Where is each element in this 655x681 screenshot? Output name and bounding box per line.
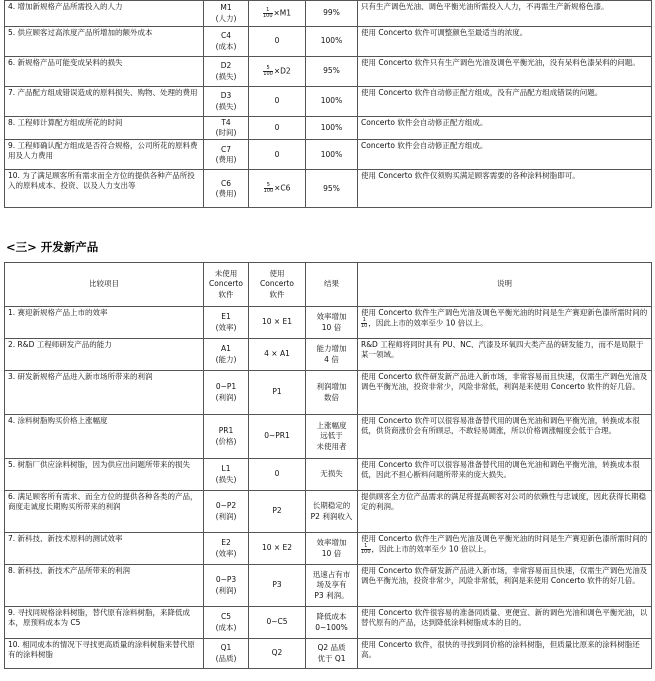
before-note: (利润) xyxy=(215,511,237,521)
section-title: <三> 开发新产品 xyxy=(6,240,99,254)
formula-value: 0 xyxy=(274,149,280,159)
row-result: Q2 品质 优于 Q1 xyxy=(306,639,358,669)
row-item: 3. 研发新规格产品进入新市场所带来的利润 xyxy=(5,371,204,415)
table-row xyxy=(5,459,652,491)
fraction xyxy=(263,8,273,19)
code-note: (费用) xyxy=(215,188,237,198)
row-percent: 95% xyxy=(306,57,358,87)
before-note: (利润) xyxy=(215,585,237,595)
before-note: (价格) xyxy=(215,436,237,446)
table-row xyxy=(5,415,652,459)
row-after: P3 xyxy=(249,565,306,607)
row-formula xyxy=(249,140,306,170)
row-item: 4. 涂料树脂购买价格上涨幅度 xyxy=(5,415,204,459)
row-result: 效率增加 10 倍 xyxy=(306,307,358,339)
table-row xyxy=(5,87,652,117)
row-percent: 100% xyxy=(306,140,358,170)
code-value: C6 xyxy=(220,178,231,188)
before-note: (品质) xyxy=(215,653,237,663)
fraction-denominator: 100 xyxy=(263,188,274,195)
row-before xyxy=(204,639,249,669)
row-item: 4. 增加新规格产品所需投入的人力 xyxy=(5,1,204,27)
before-note: (能力) xyxy=(215,354,237,364)
fraction-denominator: 100 xyxy=(263,71,273,77)
fraction-numerator: 1 xyxy=(361,544,371,550)
description-tail: ，因此上市的效率至少 10 倍以上。 xyxy=(371,544,491,554)
row-code xyxy=(204,1,249,27)
row-description: 使用 Concerto 软件自动修正配方组成，没有产品配方组成错误的问题。 xyxy=(358,87,652,117)
row-before xyxy=(204,491,249,533)
row-description xyxy=(358,565,652,607)
row-result: 长期稳定的 P2 利润收入 xyxy=(306,491,358,533)
header-result: 结果 xyxy=(306,263,358,307)
row-description xyxy=(358,607,652,639)
row-after: 0~C5 xyxy=(249,607,306,639)
row-formula xyxy=(249,87,306,117)
row-before xyxy=(204,371,249,415)
code-note: (损失) xyxy=(215,71,237,81)
row-item: 9. 工程师确认配方组成是否符合规格，公司所花的原料费用及人力费用 xyxy=(5,140,204,170)
row-percent: 99% xyxy=(306,1,358,27)
row-formula xyxy=(249,1,306,27)
description-text: R&D 工程师将同时具有 PU、NC、汽漆及环氧四大类产品的研发能力，而不是局限于某一领域。 xyxy=(361,340,644,360)
row-item: 5. 供应顾客过高浓度产品所增加的额外成本 xyxy=(5,27,204,57)
description-text: 使用 Concerto 软件可以很容易准备替代用的调色光油和调色平衡光油，转换成本很低，因此不担心断料问题所带来的庞大损失。 xyxy=(361,460,640,480)
row-item: 6. 满足顾客所有需求、而全方位的提供各种各类的产品，商度走诚度长期购买所带来的利润 xyxy=(5,491,204,533)
fraction-numerator: 5 xyxy=(263,66,273,72)
row-code xyxy=(204,117,249,140)
row-item: 6. 新规格产品可能变成呆料的损失 xyxy=(5,57,204,87)
formula-value: ×M1 xyxy=(273,8,292,18)
code-note: (成本) xyxy=(215,41,237,51)
table-row xyxy=(5,565,652,607)
table-row xyxy=(5,491,652,533)
code-value: C7 xyxy=(220,144,231,154)
row-item: 10. 相同成本的情况下寻找更高质量的涂料树脂来替代原有的涂料树脂 xyxy=(5,639,204,669)
fraction-numerator: 1 xyxy=(263,8,273,14)
row-item: 5. 树脂厂供应涂料树脂，因为供应出问题所带来的损失 xyxy=(5,459,204,491)
row-description: Concerto 软件会自动修正配方组成。 xyxy=(358,140,652,170)
before-value: C5 xyxy=(220,612,231,622)
description-text: 使用 Concerto 软件生产调色光油及调色平衡光油的时间是生产赛迎新色漆所需时间的 xyxy=(361,534,648,543)
before-note: (成本) xyxy=(215,622,237,632)
row-item: 7. 新科技、新技术原料的测试效率 xyxy=(5,533,204,565)
row-description xyxy=(358,459,652,491)
row-after: 4 × A1 xyxy=(249,339,306,371)
description-text: 使用 Concerto 软件生产调色光油及调色平衡光油的时间是生产赛迎新色漆所需时间的 xyxy=(361,308,648,317)
header-before: 未使用 Concerto 软件 xyxy=(204,263,249,307)
fraction xyxy=(263,66,273,77)
row-result: 迅速占有市 场及享有 P3 利润。 xyxy=(306,565,358,607)
before-note: (效率) xyxy=(215,548,237,558)
before-value: 0~P2 xyxy=(215,501,237,511)
row-result: 无损失 xyxy=(306,459,358,491)
row-result: 利润增加 数倍 xyxy=(306,371,358,415)
header-after: 使用 Concerto 软件 xyxy=(249,263,306,307)
fraction-denominator: 100 xyxy=(262,13,273,19)
row-description xyxy=(358,339,652,371)
row-code xyxy=(204,170,249,208)
row-item: 8. 新科技、新技术产品所带来的利润 xyxy=(5,565,204,607)
row-formula xyxy=(249,27,306,57)
code-value: T4 xyxy=(221,118,231,127)
new-product-table xyxy=(4,262,652,669)
description-text: 使用 Concerto 软件研发新产品进入新市场，非常容易而且快速，仅需生产调色光油及调色平衡光油，投资非常少，风险非常低，利润是来使用 Concerto 软件的好几倍。 xyxy=(361,372,648,392)
before-value: E2 xyxy=(221,538,231,548)
row-description: 使用 Concerto 软件只有生产调色光油及调色平衡光油，没有呆料色漆呆料的问题。 xyxy=(358,57,652,87)
row-before xyxy=(204,307,249,339)
row-description: 使用 Concerto 软件仅须购买满足顾客需要的各种涂料树脂即可。 xyxy=(358,170,652,208)
table-row xyxy=(5,1,652,27)
fraction xyxy=(361,544,371,555)
row-formula xyxy=(249,117,306,140)
row-after: 10 × E1 xyxy=(249,307,306,339)
row-before xyxy=(204,415,249,459)
row-description xyxy=(358,371,652,415)
row-item: 8. 工程师计算配方组成所花的时间 xyxy=(5,117,204,140)
fraction-numerator: 5 xyxy=(264,183,274,189)
formula-value: ×C6 xyxy=(274,183,291,193)
before-note: (效率) xyxy=(215,322,237,332)
row-percent: 95% xyxy=(306,170,358,208)
code-note: (时间) xyxy=(215,128,237,138)
row-description: 使用 Concerto 软件可调整颜色至最适当的浓度。 xyxy=(358,27,652,57)
before-note: (利润) xyxy=(215,392,237,402)
row-result: 降低成本 0~100% xyxy=(306,607,358,639)
fraction-denominator: 100 xyxy=(361,549,371,556)
before-value: Q1 xyxy=(220,643,232,653)
row-item: 10. 为了满足顾客所有需求而全方位的提供各种产品所投入的原料成本、投资、以及人力支出等 xyxy=(5,170,204,208)
row-description xyxy=(358,491,652,533)
code-note: (费用) xyxy=(215,154,237,164)
row-after: 0 xyxy=(249,459,306,491)
row-item: 2. R&D 工程师研发产品的能力 xyxy=(5,339,204,371)
formula-value: 0 xyxy=(274,123,280,133)
before-value: PR1 xyxy=(218,426,234,436)
formula-value: 0 xyxy=(274,96,280,106)
fraction-numerator: 1 xyxy=(362,317,366,324)
row-before xyxy=(204,339,249,371)
row-description xyxy=(358,533,652,565)
code-value: C4 xyxy=(220,31,231,41)
row-description xyxy=(358,415,652,459)
row-after: 10 × E2 xyxy=(249,533,306,565)
row-code xyxy=(204,140,249,170)
code-value: D2 xyxy=(220,61,232,71)
before-value: 0~P3 xyxy=(215,575,237,585)
table-row xyxy=(5,307,652,339)
row-after: 0~PR1 xyxy=(249,415,306,459)
table-row xyxy=(5,639,652,669)
description-text: 使用 Concerto 软件很容易的准备同质量、更便宜、新的调色光油和调色平衡光油，以替代原有的产品，达到降低涂料树脂成本的目的。 xyxy=(361,608,648,628)
row-code xyxy=(204,27,249,57)
fraction xyxy=(264,183,274,194)
before-value: 0~P1 xyxy=(215,382,237,392)
row-after: Q2 xyxy=(249,639,306,669)
row-after: P2 xyxy=(249,491,306,533)
header-item: 比较项目 xyxy=(5,263,204,307)
row-description: 只有生产调色光油、调色平衡光油所需投入人力，不再需生产新规格色漆。 xyxy=(358,1,652,27)
row-description xyxy=(358,307,652,339)
table-row xyxy=(5,170,652,208)
fraction xyxy=(361,318,367,329)
header-desc: 说明 xyxy=(358,263,652,307)
description-text: 提供顾客全方位产品需求的满足将提高顾客对公司的依赖性与忠诚度，因此获得长期稳定的利润。 xyxy=(361,492,646,512)
row-code xyxy=(204,87,249,117)
row-before xyxy=(204,533,249,565)
savings-table xyxy=(4,0,652,208)
table-row xyxy=(5,339,652,371)
row-result: 效率增加 10 倍 xyxy=(306,533,358,565)
row-formula xyxy=(249,57,306,87)
row-before xyxy=(204,459,249,491)
row-before xyxy=(204,607,249,639)
formula-value: 0 xyxy=(274,36,280,46)
code-value: M1 xyxy=(220,3,232,13)
row-item: 1. 赛迎新规格产品上市的效率 xyxy=(5,307,204,339)
code-note: (损失) xyxy=(215,101,237,111)
code-value: D3 xyxy=(220,91,232,101)
table-row xyxy=(5,57,652,87)
row-description: Concerto 软件会自动修正配方组成。 xyxy=(358,117,652,140)
fraction-denominator: 10 xyxy=(361,323,368,330)
table-row xyxy=(5,117,652,140)
code-note: (人力) xyxy=(215,13,237,23)
row-percent: 100% xyxy=(306,87,358,117)
row-percent: 100% xyxy=(306,27,358,57)
table-row xyxy=(5,607,652,639)
row-before xyxy=(204,565,249,607)
row-code xyxy=(204,57,249,87)
row-percent: 100% xyxy=(306,117,358,140)
table-row xyxy=(5,27,652,57)
table-row xyxy=(5,533,652,565)
row-item: 9. 寻找同规格涂料树脂，替代原有涂料树脂，来降低成本，原预料成本为 C5 xyxy=(5,607,204,639)
row-after: P1 xyxy=(249,371,306,415)
before-value: L1 xyxy=(221,464,231,474)
row-description xyxy=(358,639,652,669)
row-item: 7. 产品配方组成错误造成的原料损失、购物、处理的费用 xyxy=(5,87,204,117)
before-value: A1 xyxy=(221,344,231,354)
table-header-row xyxy=(5,263,652,307)
description-text: 使用 Concerto 软件可以很容易准备替代用的调色光油和调色平衡光油，转换成本很低，供货商涨价会有所顾忌，不敢轻易调涨，所以价格调涨幅度会低于合理。 xyxy=(361,416,640,436)
table-row xyxy=(5,371,652,415)
before-note: (损失) xyxy=(215,474,237,484)
description-tail: ，因此上市的效率至少 10 倍以上。 xyxy=(368,318,488,328)
description-text: 使用 Concerto 软件，很快的寻找到同价格的涂料树脂，但质量比原来的涂料树脂还高。 xyxy=(361,640,640,660)
row-result: 上涨幅度 远低于 未使用者 xyxy=(306,415,358,459)
description-text: 使用 Concerto 软件研发新产品进入新市场，非常容易而且快速，仅需生产调色光油及调色平衡光油，投资非常少，风险非常低，利润是来使用 Concerto 软件的好几倍。 xyxy=(361,566,648,586)
before-value: E1 xyxy=(221,312,231,322)
formula-value: ×D2 xyxy=(273,66,291,76)
table-row xyxy=(5,140,652,170)
row-formula xyxy=(249,170,306,208)
row-result: 能力增加 4 倍 xyxy=(306,339,358,371)
